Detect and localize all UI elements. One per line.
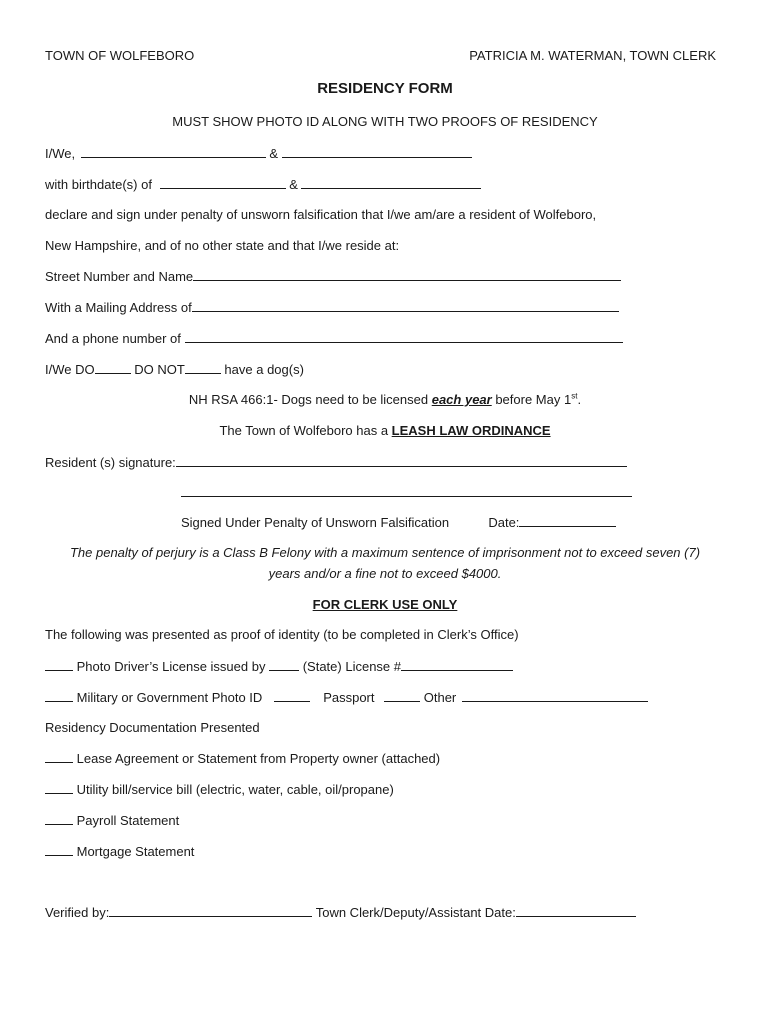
rsa-prefix: NH RSA 466:1- Dogs need to be licensed [188,392,432,407]
military-row [45,689,648,706]
name-field-2[interactable] [282,145,472,158]
leash-prefix: The Town of Wolfeboro has a [219,423,392,438]
other-field[interactable] [462,689,648,702]
penalty-label: Signed Under Penalty of Unsworn Falsification [181,515,450,530]
clerk-intro: The following was presented as proof of identity (to be completed in Clerk’s Office) [45,627,519,642]
rsa-end: . [577,392,582,407]
clerk-heading: FOR CLERK USE ONLY [312,597,458,612]
rsa-notice [0,392,770,408]
verified-date-field[interactable] [516,904,636,917]
phone-row [45,330,623,347]
declaration-line-2: New Hampshire, and of no other state and that I/we reside at: [45,238,400,253]
names-label: I/We, [45,146,76,161]
dog-do-not-field[interactable] [185,361,221,374]
birthdates-and: & [289,177,298,192]
page-title: RESIDENCY FORM [317,80,453,97]
birthdate-field-1[interactable] [160,176,286,189]
drivers-license-row [45,658,513,675]
signature-date-field[interactable] [519,514,616,527]
signature-label: Resident (s) signature: [45,455,176,470]
street-label: Street Number and Name [45,269,194,284]
leash-emphasis: LEASH LAW ORDINANCE [391,423,551,438]
names-row [45,145,472,162]
lease-label: Lease Agreement or Statement from Property owner (attached) [76,751,441,766]
birthdates-label: with birthdate(s) of [45,177,152,192]
dog-row [45,361,304,378]
mortgage-label: Mortgage Statement [76,844,195,859]
phone-field[interactable] [185,330,623,343]
mortgage-check[interactable] [45,843,73,856]
mortgage-row [45,843,194,860]
state-license-label: (State) License # [302,659,401,674]
dog-do-field[interactable] [95,361,131,374]
utility-check[interactable] [45,781,73,794]
residency-docs-heading: Residency Documentation Presented [45,720,260,735]
birthdates-row [45,176,481,193]
perjury-line-1: The penalty of perjury is a Class B Felony with a maximum sentence of imprisonment not to exceed seven (7) [69,545,701,560]
military-label: Military or Government Photo ID [76,690,263,705]
signature-date-label: Date: [488,515,520,530]
street-field[interactable] [193,268,621,281]
state-field[interactable] [269,658,299,671]
utility-row [45,781,394,798]
passport-field[interactable] [384,689,420,702]
dog-do-not: DO NOT [134,362,185,377]
verified-by-label: Verified by: [45,905,110,920]
names-and: & [269,146,279,161]
page-subtitle: MUST SHOW PHOTO ID ALONG WITH TWO PROOFS OF RESIDENCY [172,114,598,129]
mailing-row [45,299,619,316]
leash-notice [0,423,770,439]
verified-by-field[interactable] [109,904,312,917]
lease-check[interactable] [45,750,73,763]
declaration-line-1: declare and sign under penalty of unsworn falsification that I/we am/are a resident of Wolfeboro, [45,207,597,222]
military-field[interactable] [274,689,310,702]
rsa-emphasis: each year [431,392,492,407]
verification-row [45,904,636,921]
signature-field-1[interactable] [176,454,627,467]
signature-field-2[interactable] [181,496,632,497]
dog-prefix: I/We DO [45,362,95,377]
birthdate-field-2[interactable] [301,176,481,189]
header-town: TOWN OF WOLFEBORO [45,48,195,63]
signature-row [45,454,627,471]
lease-row [45,750,440,767]
street-row [45,268,621,285]
dog-suffix: have a dog(s) [224,362,304,377]
verified-date-label: Date: [484,905,516,920]
utility-label: Utility bill/service bill (electric, water, cable, oil/propane) [76,782,394,797]
other-label: Other [423,690,457,705]
rsa-sup: st [571,391,578,401]
penalty-row [181,514,616,531]
license-number-field[interactable] [401,658,513,671]
military-check[interactable] [45,689,73,702]
rsa-suffix: before May 1 [491,392,572,407]
drivers-license-check[interactable] [45,658,73,671]
mailing-label: With a Mailing Address of [45,300,192,315]
verified-role-label: Town Clerk/Deputy/Assistant [315,905,482,920]
payroll-label: Payroll Statement [76,813,180,828]
payroll-row [45,812,179,829]
payroll-check[interactable] [45,812,73,825]
passport-label: Passport [323,690,375,705]
name-field-1[interactable] [81,145,266,158]
perjury-line-2: years and/or a fine not to exceed $4000. [268,566,502,581]
header-clerk: PATRICIA M. WATERMAN, TOWN CLERK [469,48,716,63]
mailing-field[interactable] [192,299,619,312]
phone-label: And a phone number of [45,331,181,346]
drivers-license-label: Photo Driver’s License issued by [76,659,266,674]
